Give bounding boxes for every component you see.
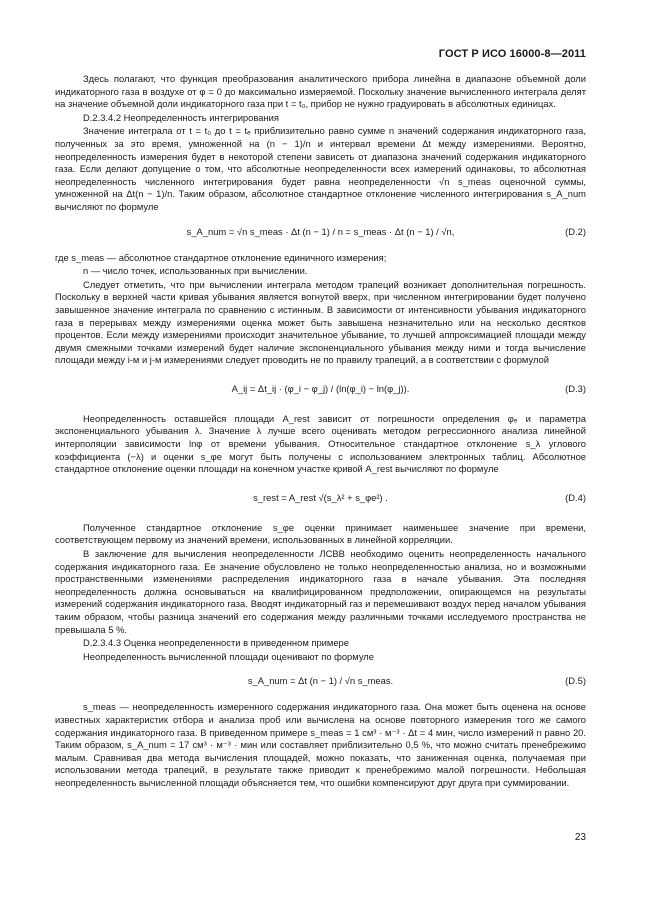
paragraph: В заключение для вычисления неопределенности ЛСВВ необходимо оценить неопределенность начального содержания индикаторного газа. Ее значение обусловлено не только неопределенностью анализа, но и возможными пространственными изменениями распределения индикаторного газа в начале убывания. Эта последняя неопределенность должна основываться на квалифицированном предположении, опирающемся на результаты измерений содержания индикаторного газа. Вводят индикаторный газ и перемешивают воздух перед началом убывания таким образом, чтобы разница значений его содержания между различными точками исследуемого пространства не превышала 5 %.: [55, 548, 586, 635]
paragraph: s_meas — неопределенность измеренного содержания индикаторного газа. Она может быть оценена на основе известных характеристик отбора и анализа проб или вычислена на основе повторного измерения того же самого содержания индикаторного газа. В приведенном примере s_meas = 1 см³ · м⁻³ · Δt = 4 мин, число измерений n равно 20. Таким образом, s_A_num = 17 см³ · м⁻³ · мин или составляет приблизительно 0,5 %, что можно считать пренебрежимо малым. Сравнивая два метода вычисления площадей, можно показать, что заниженная оценка, получаемая при использовании метода трапеций, в результате также приводит к пренебрежимо малой погрешности. Небольшая неопределенность вычисленной площади объясняется тем, что ошибки компенсируют друг друга при суммировании.: [55, 701, 586, 788]
equation-number: (D.4): [565, 491, 586, 503]
equation-number: (D.3): [565, 382, 586, 394]
paragraph: n — число точек, использованных при вычислении.: [83, 265, 308, 277]
equation-d4: [55, 482, 586, 516]
section-heading: D.2.3.4.3 Оценка неопределенности в приведенном примере: [83, 637, 349, 649]
equation-formula: s_A_num = Δt (n − 1) / √n s_meas.: [247, 675, 394, 687]
page-body: [55, 73, 586, 791]
equation-d5: [55, 669, 586, 695]
equation-formula: s_rest = A_rest √(s_λ² + s_φe²) .: [253, 491, 388, 503]
equation-number: (D.2): [565, 225, 586, 237]
page-number: 23: [574, 832, 586, 843]
paragraph: Полученное стандартное отклонение s_φe оценки принимает наименьшее значение при времени, соответствующем первому из значений времени, использованных в линейной корреляции.: [55, 521, 586, 546]
equation-formula: A_ij = Δt_ij · (φ_i − φ_j) / (ln(φ_i) − ln(φ_j)).: [231, 382, 410, 394]
equation-formula: s_A_num = √n s_meas · Δt (n − 1) / n = s_meas · Δt (n − 1) / √n,: [186, 225, 455, 237]
equation-d2: [55, 220, 586, 246]
paragraph: Здесь полагают, что функция преобразования аналитического прибора линейна в диапазоне объемной доли индикаторного газа в воздухе от φ = 0 до максимально измеряемой. Поскольку значение вычисленного интеграла делят на значение объемной доли индикаторного газа при t = t₀, прибор не нужно градуировать в абсолютных единицах.: [55, 73, 586, 110]
paragraph: Следует отметить, что при вычислении интеграла методом трапеций возникает дополнительная погрешность. Поскольку в верхней части кривая убывания является вогнутой вверх, при численном интегрировании будет получено завышенное значение интеграла по сравнению с истинным. В зависимости от интенсивности убывания индикаторного газа в перерывах между измерениями оценка может быть завышена незначительно или на несколько десятков процентов. Если между измерениями происходит значительное убывание, то лучшей аппроксимацией площади между двумя смежными точками измерений будет наличие экспоненциального убывания между ними и тогда вычисление площади между i-м и j-м измерениями следует проводить не по правилу трапеций, а в соответствии с формулой: [55, 278, 586, 366]
paragraph: Неопределенность оставшейся площади A_rest зависит от погрешности определения φₑ и параметра экспоненциального убывания λ. Значение λ лучше всего оценивать методом регрессионного анализа линейной интерполяции зависимости lnφ от времени убывания. Относительное стандартное отклонение s_λ углового коэффициента (−λ) и оценки s_φe могут быть получены с использованием электронных таблиц. Абсолютное стандартное отклонение оценки площади на конечном участке кривой A_rest вычисляют по формуле: [55, 412, 586, 475]
paragraph: Значение интеграла от t = t₀ до t = tₑ приблизительно равно сумме n значений содержания индикаторного газа, полученных за это время, умноженной на (n − 1)/n и интервал времени Δt между измерениями. Вероятно, неопределенность измерения будет в некоторой степени зависеть от диапазона значений содержания индикаторного газа. Если делают допущение о том, что абсолютные неопределенности всех измерений одинаковы, то абсолютная неопределенность численного интегрирования будет равна неопределенности √n s_meas оценочной суммы, умноженной на Δt(n − 1)/n. Таким образом, абсолютное стандартное отклонение численного интегрирования s_A_num вычисляют по формуле: [55, 125, 586, 212]
section-heading: D.2.3.4.2 Неопределенность интегрирования: [83, 111, 279, 123]
equation-number: (D.5): [565, 675, 586, 687]
paragraph: Неопределенность вычисленной площади оценивают по формуле: [83, 650, 374, 662]
paragraph: где s_meas — абсолютное стандартное отклонение единичного измерения;: [55, 251, 387, 263]
equation-d3: [55, 373, 586, 407]
document-header: ГОСТ Р ИСО 16000-8—2011: [438, 48, 586, 60]
